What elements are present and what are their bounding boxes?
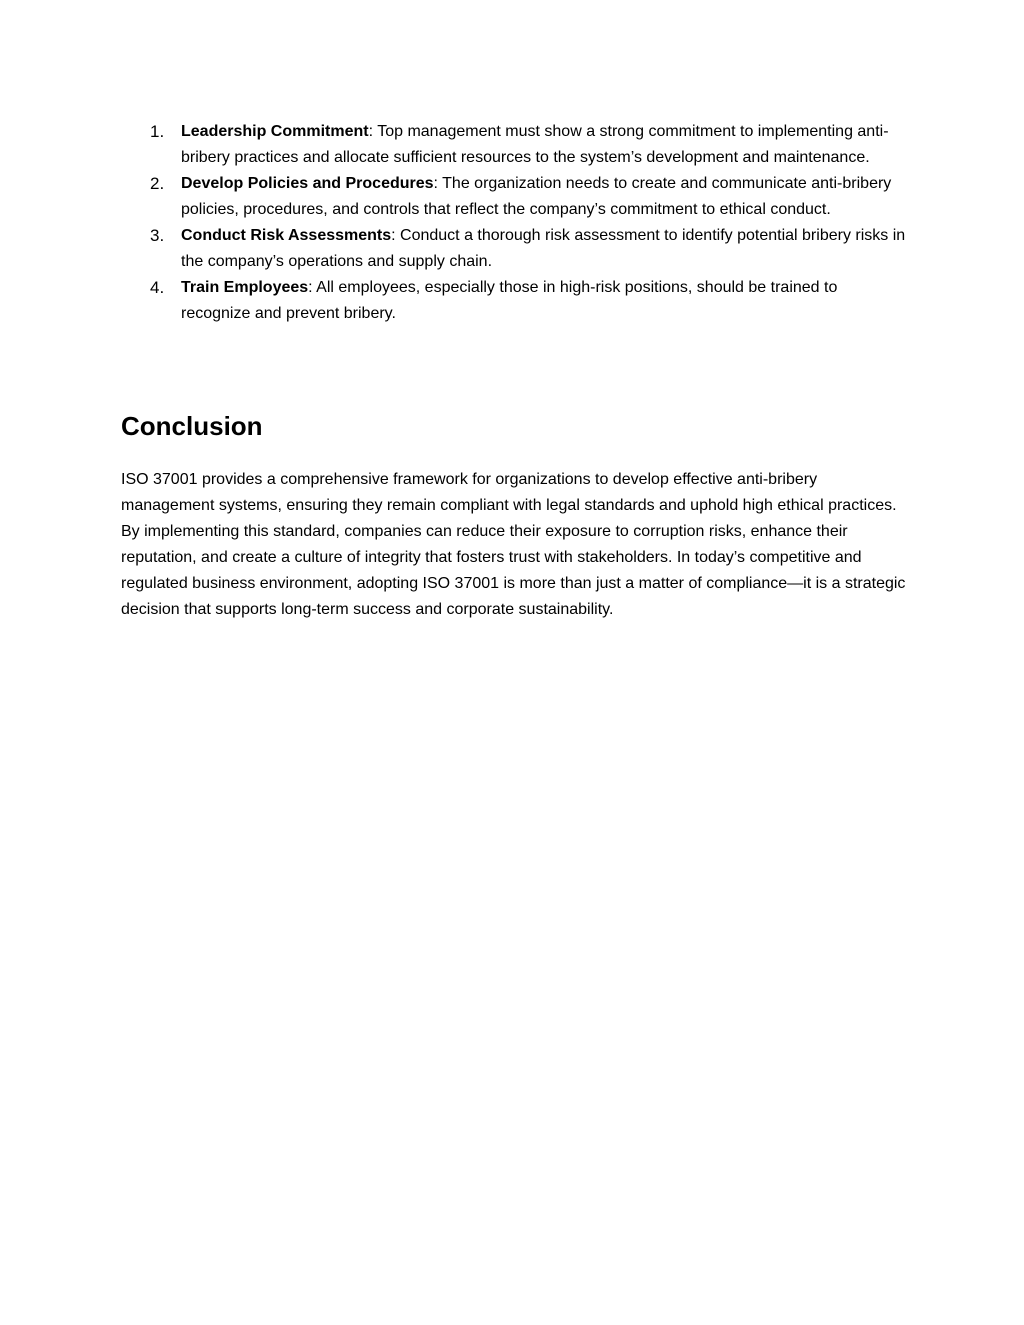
list-item: [121, 171, 911, 223]
conclusion-paragraph: ISO 37001 provides a comprehensive framework for organizations to develop effective anti-bribery management systems, ensuring they remain compliant with legal standards and uphold high ethical practices. By implementing this standard, companies can reduce their exposure to corruption risks, enhance their reputation, and create a culture of integrity that fosters trust with stakeholders. In today’s competitive and regulated business environment, adopting ISO 37001 is more than just a matter of compliance—it is a strategic decision that supports long-term success and corporate sustainability.: [121, 471, 906, 618]
list-item-title: Leadership Commitment: [181, 123, 369, 140]
list-item: [121, 119, 911, 171]
list-item-title: Conduct Risk Assessments: [181, 227, 392, 244]
list-item-text: : The organization needs to create and communicate anti-bribery policies, procedures, and controls that reflect the company’s commitment to ethical conduct.: [181, 175, 892, 218]
conclusion-heading: Conclusion: [121, 411, 263, 441]
list-item-text: : Top management must show a strong commitment to implementing anti-bribery practices and allocate sufficient resources to the system’s development and maintenance.: [181, 123, 889, 166]
list-item-number: 3.: [150, 226, 165, 245]
list-item: [121, 275, 911, 327]
list-item-text: : Conduct a thorough risk assessment to identify potential bribery risks in the company’s operations and supply chain.: [181, 227, 906, 270]
list-item-number: 2.: [150, 174, 165, 193]
list-item-title: Train Employees: [181, 279, 309, 296]
list-item-number: 4.: [150, 278, 165, 297]
list-item-text: : All employees, especially those in high-risk positions, should be trained to recognize and prevent bribery.: [181, 279, 838, 322]
list-item-title: Develop Policies and Procedures: [181, 175, 434, 192]
list-item-number: 1.: [150, 122, 165, 141]
list-item: [121, 223, 911, 275]
implementation-steps-list: [121, 119, 911, 327]
